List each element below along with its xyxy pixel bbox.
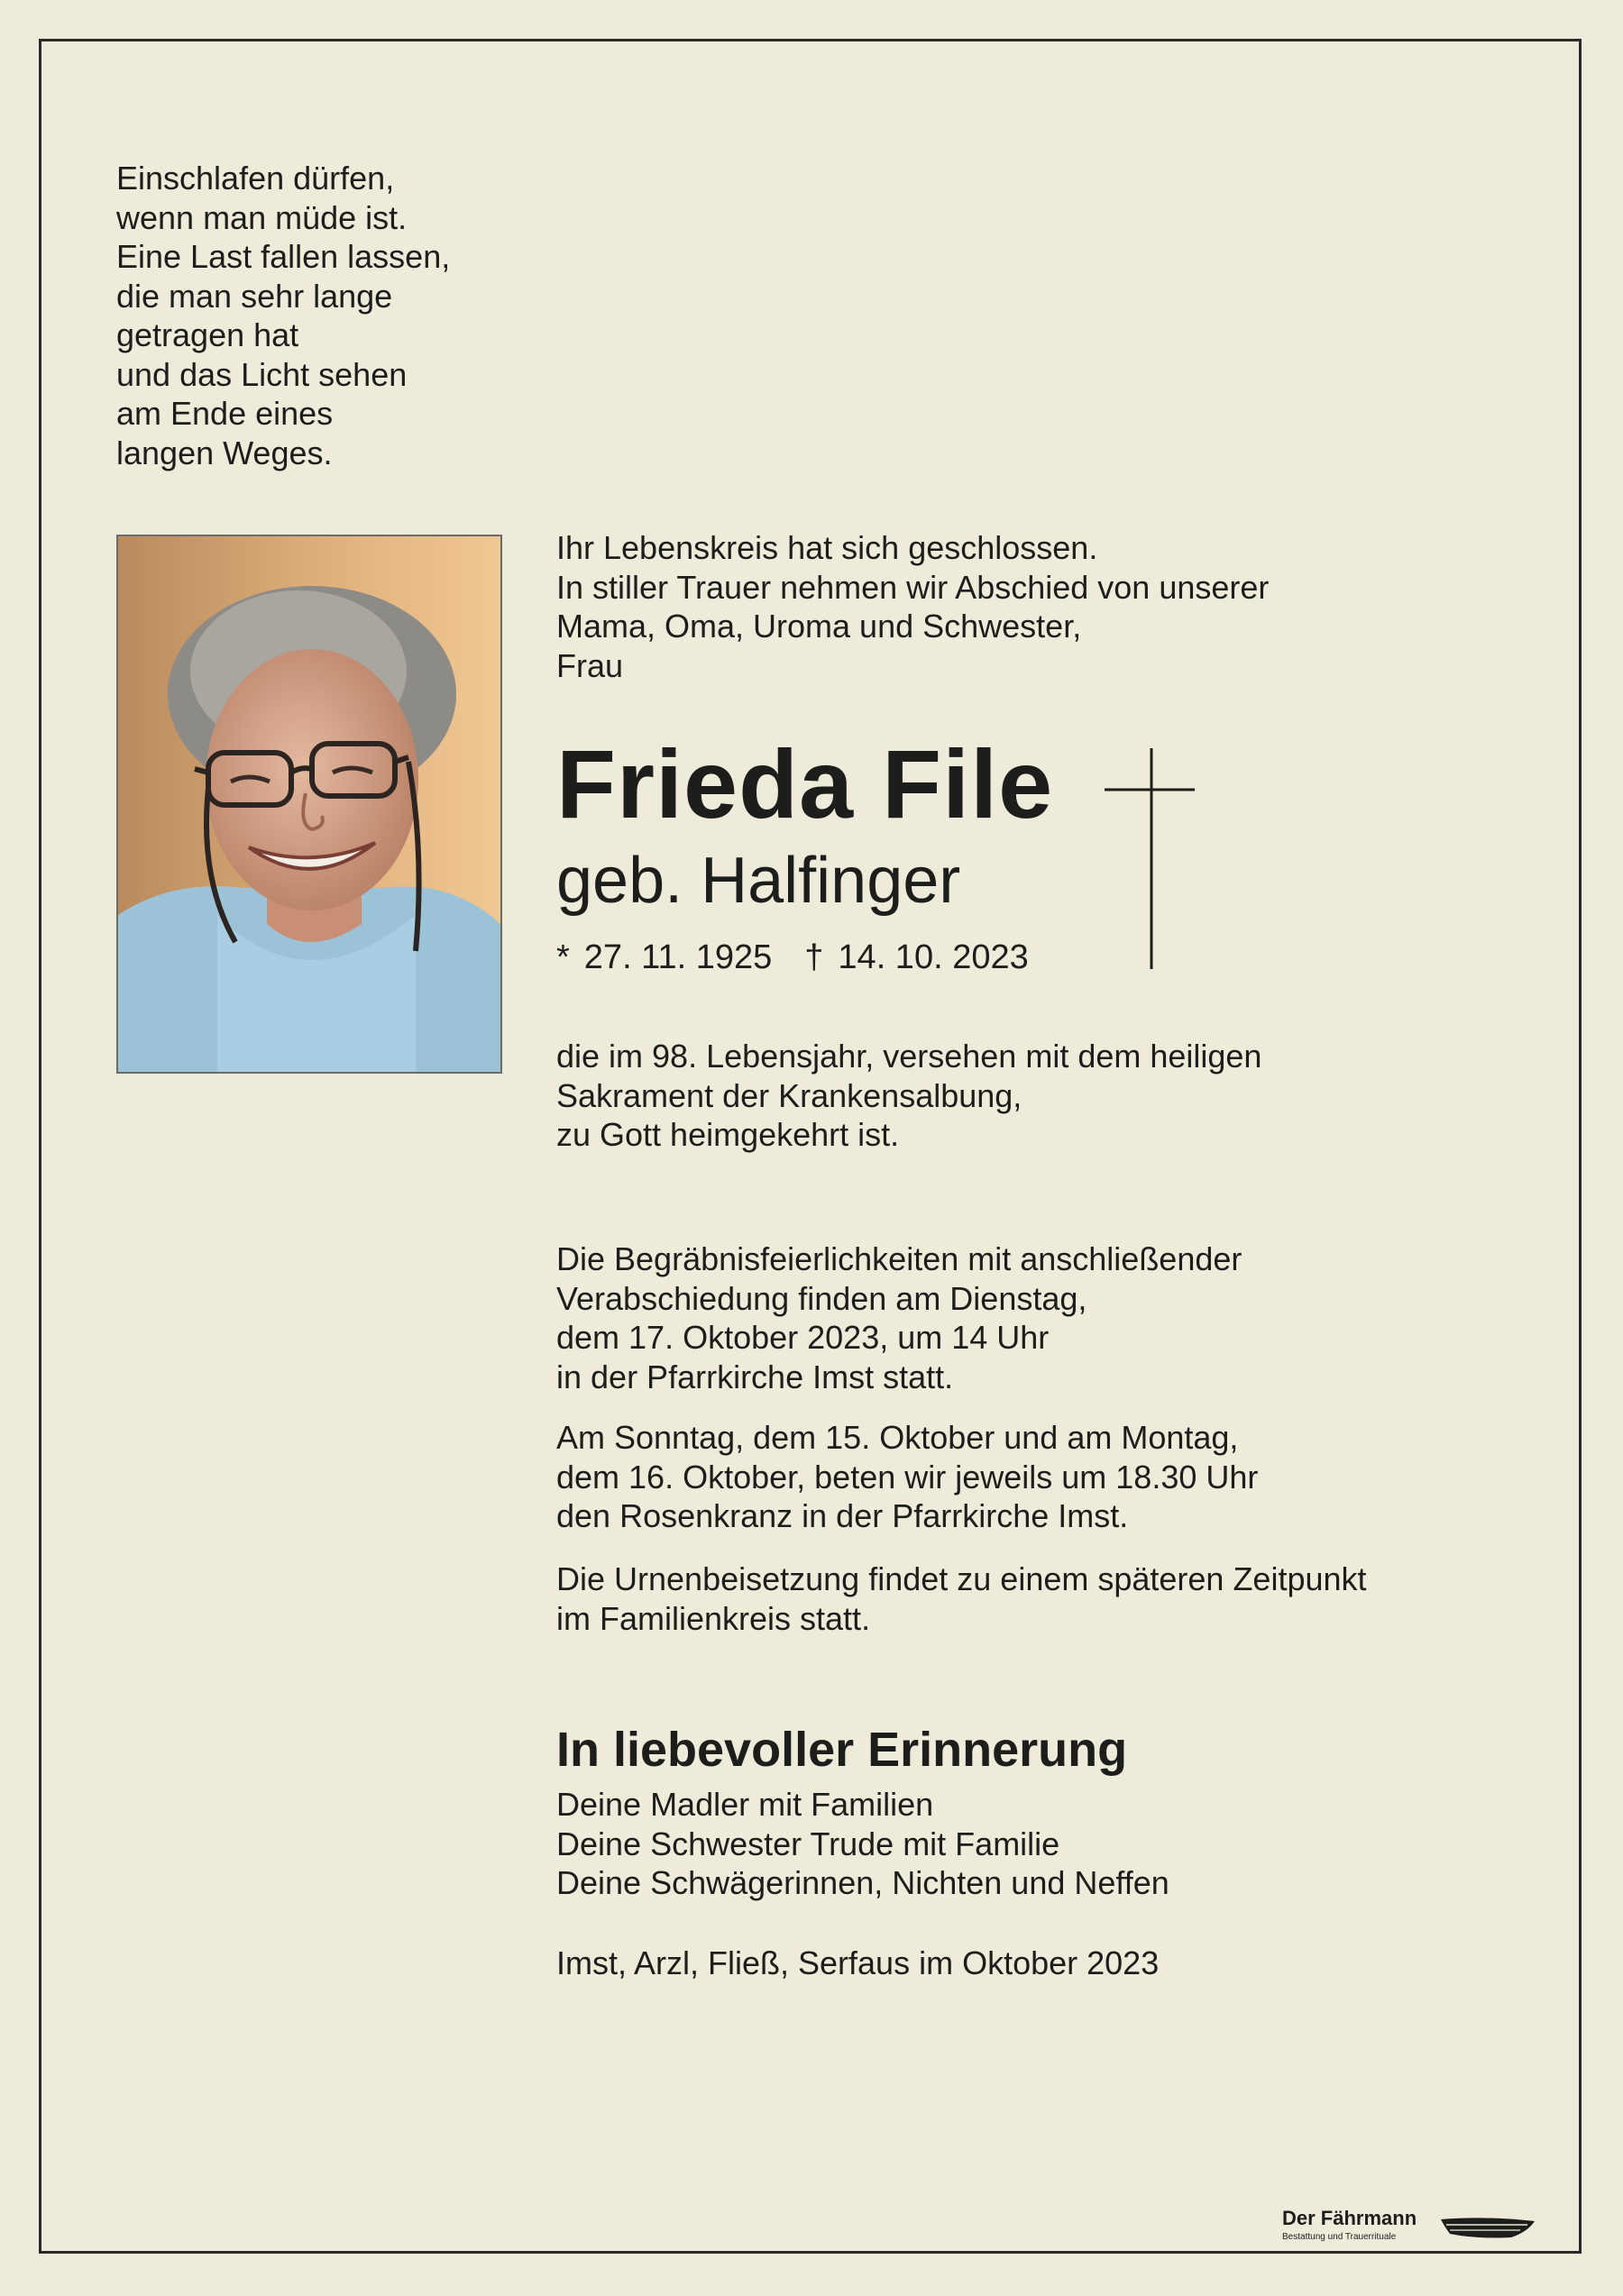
urn-line: im Familienkreis statt. (556, 1599, 871, 1637)
poem-line: am Ende eines (116, 395, 334, 432)
rosary-line: dem 16. Oktober, beten wir jeweils um 18.30 Uhr (556, 1458, 1259, 1496)
boat-icon (1441, 2214, 1535, 2241)
intro-text (556, 528, 1269, 685)
poem-line: und das Licht sehen (116, 355, 408, 393)
portrait-photo (116, 535, 502, 1074)
rosary-line: Am Sonntag, dem 15. Oktober und am Montag, (556, 1419, 1239, 1456)
death-date: 14. 10. 2023 (838, 938, 1029, 976)
mourner-line: Deine Madler mit Familien (556, 1786, 934, 1823)
place-date: Imst, Arzl, Fließ, Serfaus im Oktober 2023 (556, 1944, 1160, 1981)
poem-line: getragen hat (116, 316, 299, 353)
passing-text (556, 1037, 1261, 1155)
maiden-name: geb. Halfinger (556, 845, 961, 917)
funeral-line: Die Begräbnisfeierlichkeiten mit anschließender (556, 1240, 1242, 1277)
passing-line: die im 98. Lebensjahr, versehen mit dem heiligen (556, 1038, 1262, 1075)
poem-line: Einschlafen dürfen, (116, 160, 395, 197)
mourners-list (556, 1785, 1169, 1903)
funeral-line: Verabschiedung finden am Dienstag, (556, 1279, 1087, 1317)
brand-logo-block (1282, 2207, 1535, 2252)
birth-symbol: * (556, 938, 570, 976)
urn-info (556, 1560, 1367, 1638)
poem-line: die man sehr lange (116, 277, 393, 315)
intro-line: Frau (556, 646, 624, 684)
funeral-line: in der Pfarrkirche Imst statt. (556, 1358, 954, 1395)
passing-line: zu Gott heimgekehrt ist. (556, 1116, 900, 1153)
poem-line: wenn man müde ist. (116, 198, 408, 236)
urn-line: Die Urnenbeisetzung findet zu einem späteren Zeitpunkt (556, 1560, 1367, 1597)
remembrance-heading: In liebevoller Erinnerung (556, 1723, 1128, 1777)
intro-line: Mama, Oma, Uroma und Schwester, (556, 608, 1082, 645)
poem-line: langen Weges. (116, 434, 333, 471)
rosary-info (556, 1418, 1258, 1536)
death-symbol: † (804, 938, 824, 976)
funeral-line: dem 17. Oktober 2023, um 14 Uhr (556, 1319, 1050, 1356)
intro-line: Ihr Lebenskreis hat sich geschlossen. (556, 529, 1098, 566)
intro-line: In stiller Trauer nehmen wir Abschied von unserer (556, 568, 1270, 606)
mourner-line: Deine Schwester Trude mit Familie (556, 1825, 1060, 1862)
rosary-line: den Rosenkranz in der Pfarrkirche Imst. (556, 1497, 1129, 1534)
funeral-info (556, 1239, 1242, 1396)
poem (116, 159, 513, 472)
brand-tagline: Bestattung und Trauerrituale (1282, 2232, 1397, 2242)
life-dates (556, 936, 1029, 979)
deceased-name: Frieda File (556, 729, 1054, 838)
passing-line: Sakrament der Krankensalbung, (556, 1076, 1022, 1114)
brand-name: Der Fährmann (1282, 2207, 1417, 2229)
mourner-line: Deine Schwägerinnen, Nichten und Neffen (556, 1864, 1169, 1901)
poem-line: Eine Last fallen lassen, (116, 238, 451, 275)
birth-date: 27. 11. 1925 (583, 938, 773, 976)
cross-icon (1105, 748, 1195, 974)
